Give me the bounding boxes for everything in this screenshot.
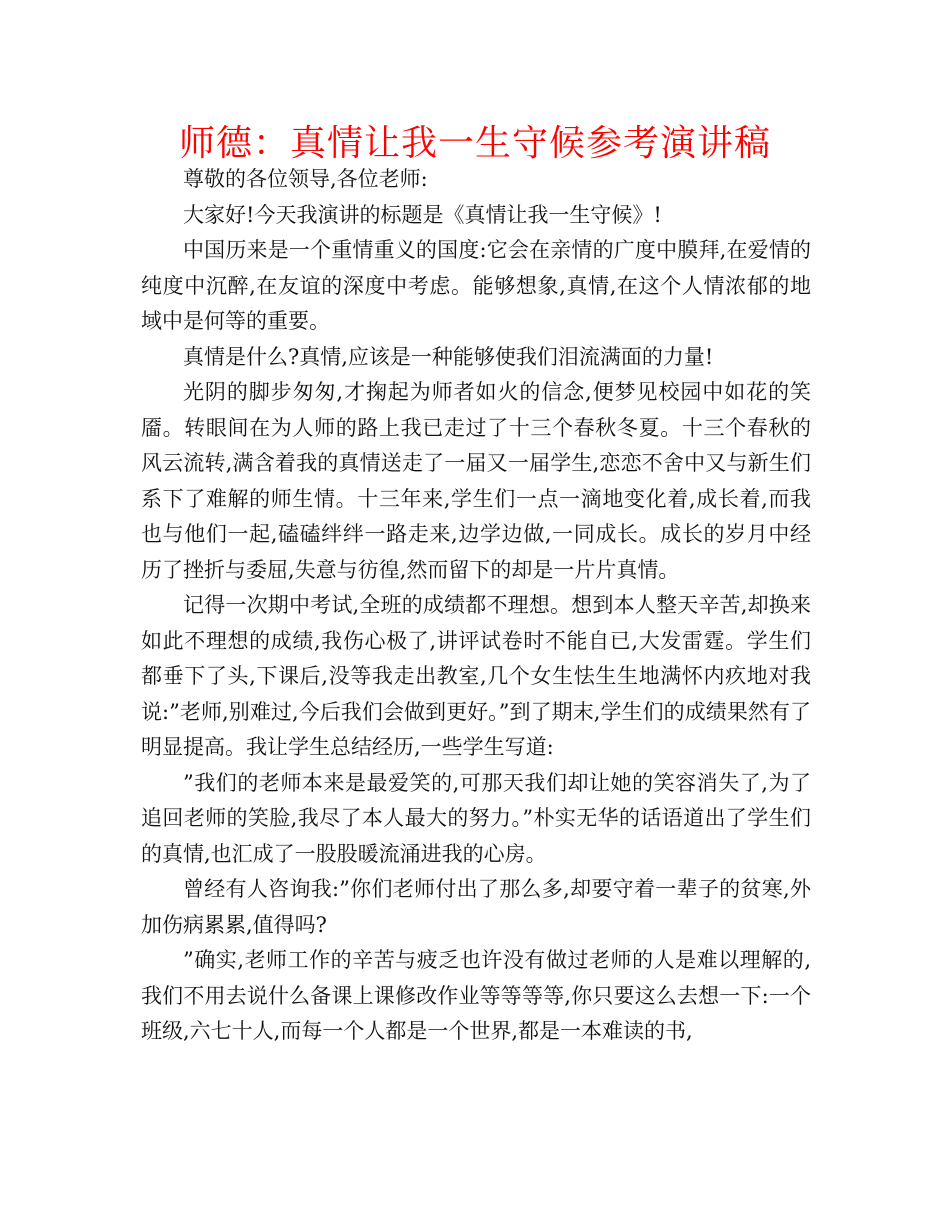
document-title: 师德：真情让我一生守候参考演讲稿	[178, 123, 771, 164]
paragraph-greeting: 尊敬的各位领导,各位老师:	[183, 167, 428, 191]
paragraph: 光阴的脚步匆匆,才掬起为师者如火的信念,便梦见校园中如花的笑靥。转眼间在为人师的路上我已走过了十三个春秋冬夏。十三个春秋的风云流转,满含着我的真情送走了一届又一届学生,恋恋不舍中又与新生们系下了难解的师生情。十三年来,学生们一点一滴地变化着,成长着,而我也与他们一起,磕磕绊绊一路走来,边学边做,一同成长。成长的岁月中经历了挫折与委屈,失意与彷徨,然而留下的却是一片片真情。	[141, 380, 811, 582]
paragraph: ”我们的老师本来是最爱笑的,可那天我们却让她的笑容消失了,为了追回老师的笑脸,我尽了本人最大的努力。”朴实无华的话语道出了学生们的真情,也汇成了一股股暖流涌进我的心房。	[141, 770, 811, 866]
document-body	[141, 162, 811, 1050]
paragraph: 记得一次期中考试,全班的成绩都不理想。想到本人整天辛苦,却换来如此不理想的成绩,我伤心极了,讲评试卷时不能自已,大发雷霆。学生们都垂下了头,下课后,没等我走出教室,几个女生怯生生地满怀内疚地对我说:”老师,别难过,今后我们会做到更好。”到了期末,学生们的成绩果然有了明显提高。我让学生总结经历,一些学生写道:	[141, 593, 811, 759]
paragraph-opening: 大家好!今天我演讲的标题是《真情让我一生守候》!	[183, 202, 662, 227]
paragraph: 真情是什么?真情,应该是一种能够使我们泪流满面的力量!	[183, 344, 714, 369]
paragraph: ”确实,老师工作的辛苦与疲乏也许没有做过老师的人是难以理解的,我们不用去说什么备课上课修改作业等等等等,你只要这么去想一下:一个班级,六七十人,而每一个人都是一个世界,都是一本难读的书,	[141, 948, 811, 1043]
paragraph: 曾经有人咨询我:”你们老师付出了那么多,却要守着一辈子的贫寒,外加伤病累累,值得吗?	[141, 877, 811, 937]
paragraph: 中国历来是一个重情重义的国度:它会在亲情的广度中膜拜,在爱情的纯度中沉醉,在友谊的深度中考虑。能够想象,真情,在这个人情浓郁的地域中是何等的重要。	[141, 238, 811, 333]
